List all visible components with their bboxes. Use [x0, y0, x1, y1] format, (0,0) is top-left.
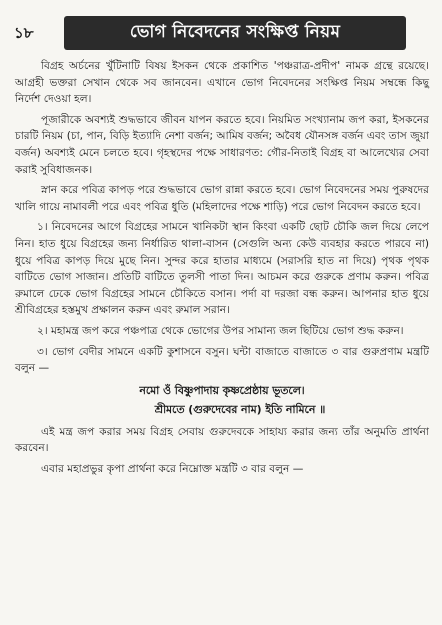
chapter-title: ভোগ নিবেদনের সংক্ষিপ্ত নিয়ম: [64, 16, 406, 50]
step-2: ২। মহামন্ত্র জপ করে পঞ্চপাত্র থেকে ভোগের উপর সামান্য জল ছিটিয়ে ভোগ শুদ্ধ করুন।: [37, 324, 404, 337]
paragraph-after-verse: এই মন্ত্র জপ করার সময় বিগ্রহ সেবায় গুরুদেবকে সাহায্য করার জন্য তাঁর অনুমতি প্রার্থনা করবেন।: [15, 425, 429, 455]
page-body: [15, 58, 429, 481]
step-3: ৩। ভোগ বেদীর সামনে একটি কুশাসনে বসুন। ঘন্টা বাজাতে বাজাতে ৩ বার গুরুপ্রণাম মন্ত্রটি বলুন —: [15, 345, 429, 375]
paragraph-bathing: স্নান করে পবিত্র কাপড় পরে শুদ্ধভাবে ভোগ রান্না করতে হবে। ভোগ নিবেদনের সময় পুরুষদের খালি গায়ে নামাবলী পরে এবং পবিত্র ধুতি (মহিলাদের পক্ষে শাড়ি) পরে ভোগ নিবেদন করতে হবে।: [15, 184, 429, 213]
paragraph-final: এবার মহাপ্রভুর কৃপা প্রার্থনা করে নিম্নোক্ত মন্ত্রটি ৩ বার বলুন —: [41, 462, 304, 475]
page-number: ১৮: [14, 24, 34, 42]
verse-line-2: শ্রীমতে (গুরুদেবের নাম) ইতি নামিনে ॥: [154, 402, 326, 416]
verse-line-1: নমো ওঁ বিষ্ণুপাদায় কৃষ্ণপ্রেষ্ঠায় ভূতলে।: [139, 383, 305, 397]
paragraph-intro: বিগ্রহ অর্চনের খুঁটিনাটি বিষয় ইসকন থেকে প্রকাশিত 'পঞ্চরাত্র-প্রদীপ' নামক গ্রন্থে রয়েছে। আগ্রহী ভক্তরা সেখান থেকে সব জানবেন। এখানে ভোগ নিবেদনের সংক্ষিপ্ত নিয়ম সম্বন্ধে কিছু নির্দেশ দেওয়া হল।: [15, 60, 429, 106]
step-1: ১। নিবেদনের আগে বিগ্রহের সামনে খানিকটা স্থান কিংবা একটি ছোট চৌকি জল দিয়ে লেপে নিন। হাত ধুয়ে বিগ্রহের জন্য নির্ধারিত থালা-বাসন (সেগুলি অন্য কেউ ব্যবহার করতে পারবে না) ধুয়ে পবিত্র কাপড় দিয়ে মুছে নিন। সুন্দর করে হাতার মাধ্যমে (সরাসরি হাত না দিয়ে) পৃথক পৃথক বাটিতে ভোগ সাজান। প্রতিটি বাটিতে তুলসী পাতা দিন। আচমন করে গুরুকে প্রণাম করুন। পবিত্র রুমালে ঢেকে ভোগ বিগ্রহের সামনে চৌকিতে বসান। পর্দা বা দরজা বন্ধ করুন। আপনার হাত ধুয়ে শ্রীবিগ্রহের হস্তমুখ প্রক্ষালন করুন এবং রুমাল সরান।: [15, 221, 429, 317]
guru-pranam-verse: [15, 381, 429, 419]
paragraph-rules: পূজারীকে অবশ্যই শুদ্ধভাবে জীবন যাপন করতে হবে। নিয়মিত সংখ্যানাম জপ করা, ইসকনের চারটি নিয়ম (চা, পান, বিড়ি ইত্যাদি নেশা বর্জন; আমিষ বর্জন; অবৈধ যৌনসঙ্গ বর্জন এবং তাস জুয়া বর্জন) অবশ্যই মেনে চলতে হবে। গৃহস্থদের পক্ষে সাধারণত: গৌর-নিতাই বিগ্রহ বা আলেখ্যের সেবা করাই সুবিধাজনক।: [15, 113, 429, 176]
